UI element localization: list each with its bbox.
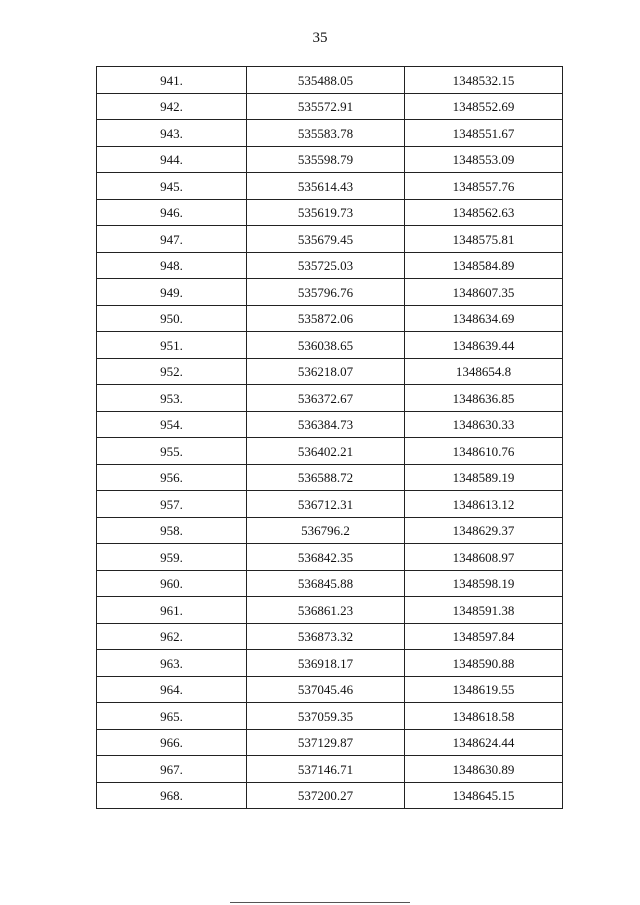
y-coordinate-cell: 1348613.12 [405, 491, 563, 518]
table-row [97, 597, 563, 624]
x-coordinate-cell: 536845.88 [247, 570, 405, 597]
point-number-cell: 943. [97, 120, 247, 147]
table-row [97, 411, 563, 438]
table-row [97, 173, 563, 200]
y-coordinate-cell: 1348598.19 [405, 570, 563, 597]
y-coordinate-cell: 1348552.69 [405, 93, 563, 120]
x-coordinate-cell: 535872.06 [247, 305, 405, 332]
point-number-cell: 953. [97, 385, 247, 412]
point-number-cell: 950. [97, 305, 247, 332]
point-number-cell: 944. [97, 146, 247, 173]
table-row [97, 703, 563, 730]
point-number-cell: 968. [97, 782, 247, 809]
point-number-cell: 946. [97, 199, 247, 226]
x-coordinate-cell: 536588.72 [247, 464, 405, 491]
y-coordinate-cell: 1348634.69 [405, 305, 563, 332]
x-coordinate-cell: 535796.76 [247, 279, 405, 306]
x-coordinate-cell: 535583.78 [247, 120, 405, 147]
table-row [97, 544, 563, 571]
table-row [97, 385, 563, 412]
point-number-cell: 942. [97, 93, 247, 120]
y-coordinate-cell: 1348607.35 [405, 279, 563, 306]
y-coordinate-cell: 1348562.63 [405, 199, 563, 226]
point-number-cell: 965. [97, 703, 247, 730]
point-number-cell: 967. [97, 756, 247, 783]
y-coordinate-cell: 1348619.55 [405, 676, 563, 703]
x-coordinate-cell: 537059.35 [247, 703, 405, 730]
x-coordinate-cell: 536873.32 [247, 623, 405, 650]
coordinates-table [96, 66, 563, 809]
x-coordinate-cell: 536842.35 [247, 544, 405, 571]
point-number-cell: 957. [97, 491, 247, 518]
y-coordinate-cell: 1348629.37 [405, 517, 563, 544]
table-row [97, 252, 563, 279]
x-coordinate-cell: 537129.87 [247, 729, 405, 756]
table-row [97, 650, 563, 677]
coordinates-table-body [97, 67, 563, 809]
y-coordinate-cell: 1348575.81 [405, 226, 563, 253]
point-number-cell: 948. [97, 252, 247, 279]
y-coordinate-cell: 1348584.89 [405, 252, 563, 279]
y-coordinate-cell: 1348645.15 [405, 782, 563, 809]
x-coordinate-cell: 535488.05 [247, 67, 405, 94]
point-number-cell: 952. [97, 358, 247, 385]
point-number-cell: 947. [97, 226, 247, 253]
x-coordinate-cell: 536861.23 [247, 597, 405, 624]
y-coordinate-cell: 1348608.97 [405, 544, 563, 571]
x-coordinate-cell: 535619.73 [247, 199, 405, 226]
y-coordinate-cell: 1348618.58 [405, 703, 563, 730]
table-row [97, 438, 563, 465]
table-row [97, 93, 563, 120]
y-coordinate-cell: 1348654.8 [405, 358, 563, 385]
x-coordinate-cell: 536218.07 [247, 358, 405, 385]
x-coordinate-cell: 535679.45 [247, 226, 405, 253]
point-number-cell: 941. [97, 67, 247, 94]
table-row [97, 67, 563, 94]
table-row [97, 305, 563, 332]
x-coordinate-cell: 537045.46 [247, 676, 405, 703]
table-row [97, 729, 563, 756]
point-number-cell: 962. [97, 623, 247, 650]
point-number-cell: 956. [97, 464, 247, 491]
point-number-cell: 951. [97, 332, 247, 359]
table-row [97, 226, 563, 253]
x-coordinate-cell: 535572.91 [247, 93, 405, 120]
x-coordinate-cell: 537200.27 [247, 782, 405, 809]
point-number-cell: 955. [97, 438, 247, 465]
y-coordinate-cell: 1348610.76 [405, 438, 563, 465]
point-number-cell: 961. [97, 597, 247, 624]
y-coordinate-cell: 1348624.44 [405, 729, 563, 756]
y-coordinate-cell: 1348557.76 [405, 173, 563, 200]
y-coordinate-cell: 1348551.67 [405, 120, 563, 147]
table-row [97, 623, 563, 650]
x-coordinate-cell: 535725.03 [247, 252, 405, 279]
point-number-cell: 954. [97, 411, 247, 438]
table-row [97, 199, 563, 226]
y-coordinate-cell: 1348591.38 [405, 597, 563, 624]
y-coordinate-cell: 1348589.19 [405, 464, 563, 491]
point-number-cell: 959. [97, 544, 247, 571]
table-row [97, 358, 563, 385]
x-coordinate-cell: 537146.71 [247, 756, 405, 783]
table-row [97, 756, 563, 783]
point-number-cell: 945. [97, 173, 247, 200]
y-coordinate-cell: 1348532.15 [405, 67, 563, 94]
point-number-cell: 958. [97, 517, 247, 544]
y-coordinate-cell: 1348590.88 [405, 650, 563, 677]
x-coordinate-cell: 536384.73 [247, 411, 405, 438]
table-row [97, 464, 563, 491]
table-row [97, 517, 563, 544]
table-row [97, 676, 563, 703]
y-coordinate-cell: 1348636.85 [405, 385, 563, 412]
y-coordinate-cell: 1348630.33 [405, 411, 563, 438]
table-row [97, 120, 563, 147]
x-coordinate-cell: 536038.65 [247, 332, 405, 359]
y-coordinate-cell: 1348553.09 [405, 146, 563, 173]
point-number-cell: 963. [97, 650, 247, 677]
x-coordinate-cell: 535598.79 [247, 146, 405, 173]
table-row [97, 570, 563, 597]
y-coordinate-cell: 1348639.44 [405, 332, 563, 359]
x-coordinate-cell: 536402.21 [247, 438, 405, 465]
page-bottom-rule [230, 902, 410, 903]
point-number-cell: 960. [97, 570, 247, 597]
table-row [97, 491, 563, 518]
point-number-cell: 949. [97, 279, 247, 306]
table-row [97, 279, 563, 306]
x-coordinate-cell: 536712.31 [247, 491, 405, 518]
x-coordinate-cell: 535614.43 [247, 173, 405, 200]
x-coordinate-cell: 536918.17 [247, 650, 405, 677]
point-number-cell: 964. [97, 676, 247, 703]
point-number-cell: 966. [97, 729, 247, 756]
x-coordinate-cell: 536796.2 [247, 517, 405, 544]
table-row [97, 146, 563, 173]
y-coordinate-cell: 1348630.89 [405, 756, 563, 783]
x-coordinate-cell: 536372.67 [247, 385, 405, 412]
table-row [97, 782, 563, 809]
page-number: 35 [312, 30, 328, 46]
table-row [97, 332, 563, 359]
y-coordinate-cell: 1348597.84 [405, 623, 563, 650]
